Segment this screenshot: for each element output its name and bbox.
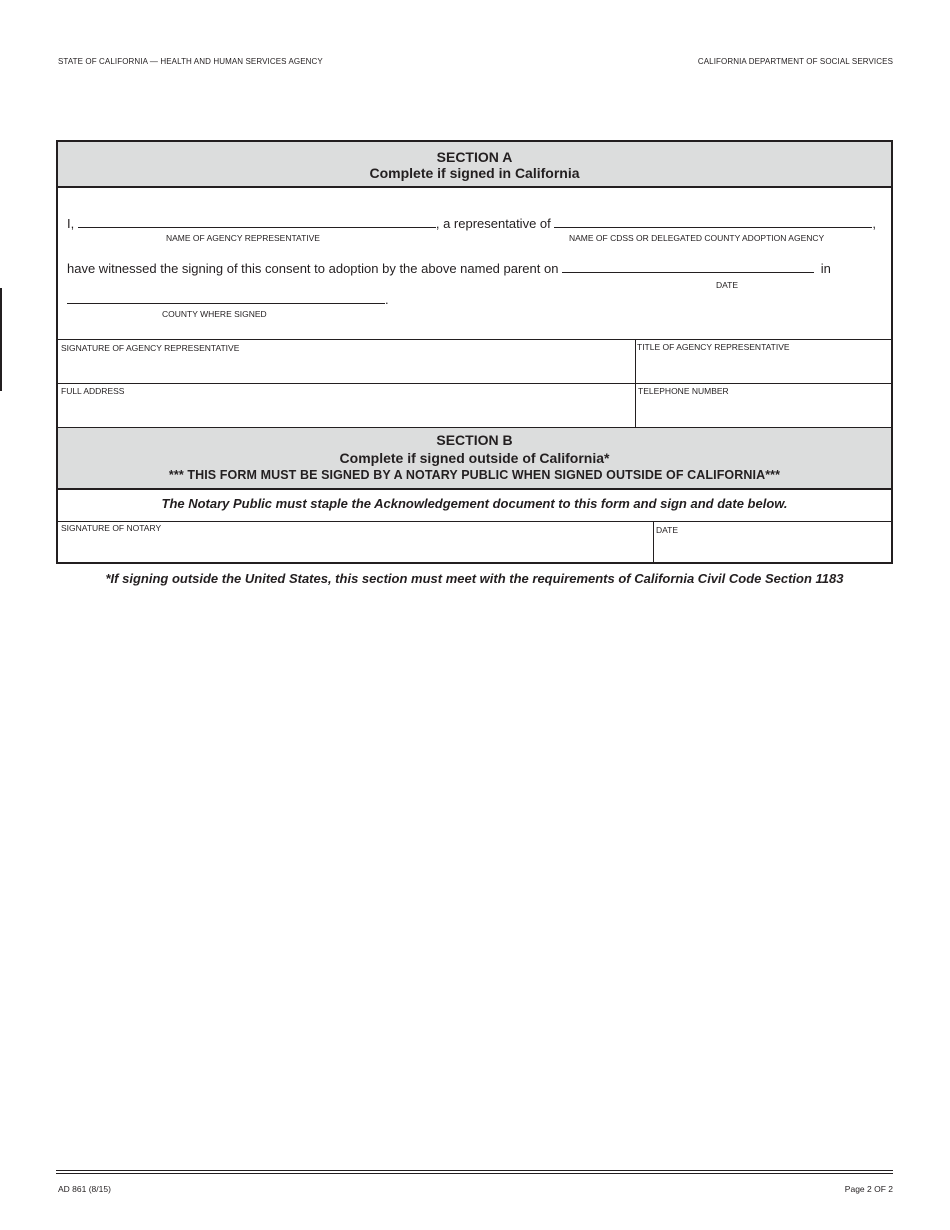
section-a-subtitle: Complete if signed in California <box>369 165 580 181</box>
agency-signature-field[interactable]: SIGNATURE OF AGENCY REPRESENTATIVE <box>61 343 240 353</box>
witness-line <box>67 261 831 276</box>
witness-text: have witnessed the signing of this consent to adoption by the above named parent on <box>67 261 559 276</box>
county-where-signed-field[interactable] <box>67 292 385 304</box>
department-header: CALIFORNIA DEPARTMENT OF SOCIAL SERVICES <box>697 57 893 66</box>
line1-middle: , a representative of <box>435 216 551 231</box>
notary-warning: *** THIS FORM MUST BE SIGNED BY A NOTARY PUBLIC WHEN SIGNED OUTSIDE OF CALIFORNIA*** <box>168 468 781 482</box>
section-b-header <box>58 427 891 490</box>
notary-date-field[interactable]: DATE <box>656 525 679 535</box>
consent-form <box>56 140 893 564</box>
footer-rule <box>56 1170 893 1171</box>
line1-end: , <box>872 216 877 231</box>
notary-signature-field[interactable]: SIGNATURE OF NOTARY <box>61 523 162 533</box>
divider <box>58 383 891 384</box>
divider <box>58 521 891 522</box>
divider <box>58 339 891 340</box>
footer-rule <box>56 1173 893 1174</box>
representative-line <box>67 216 876 231</box>
divider <box>653 521 654 564</box>
signing-date-field[interactable] <box>562 261 814 273</box>
caption-date: DATE <box>716 280 739 290</box>
section-a-header <box>58 142 891 188</box>
section-b-subtitle: Complete if signed outside of California* <box>339 450 610 466</box>
agency-title-field[interactable]: TITLE OF AGENCY REPRESENTATIVE <box>637 342 790 352</box>
section-a-title: SECTION A <box>436 149 513 165</box>
agency-header: STATE OF CALIFORNIA — HEALTH AND HUMAN SERVICES AGENCY <box>58 57 323 66</box>
civil-code-footnote: *If signing outside the United States, this section must meet with the requirements of California Civil Code Section 1183 <box>105 571 844 586</box>
page-number: Page 2 OF 2 <box>844 1184 893 1194</box>
telephone-number-field[interactable]: TELEPHONE NUMBER <box>638 386 729 396</box>
caption-agency-name: NAME OF CDSS OR DELEGATED COUNTY ADOPTION AGENCY <box>569 233 825 243</box>
section-b-title: SECTION B <box>436 432 513 448</box>
county-line <box>67 292 389 307</box>
line3-end: . <box>385 292 389 307</box>
adoption-agency-name-field[interactable] <box>554 216 872 228</box>
agency-representative-name-field[interactable] <box>78 216 436 228</box>
full-address-field[interactable]: FULL ADDRESS <box>61 386 125 396</box>
line2-end: in <box>820 261 831 276</box>
caption-county: COUNTY WHERE SIGNED <box>162 309 267 319</box>
margin-mark <box>0 288 2 391</box>
line1-prefix: I, <box>67 216 75 231</box>
form-id: AD 861 (8/15) <box>58 1184 111 1194</box>
notary-instruction: The Notary Public must staple the Acknowledgement document to this form and sign and date below. <box>161 496 788 511</box>
caption-representative-name: NAME OF AGENCY REPRESENTATIVE <box>166 233 320 243</box>
